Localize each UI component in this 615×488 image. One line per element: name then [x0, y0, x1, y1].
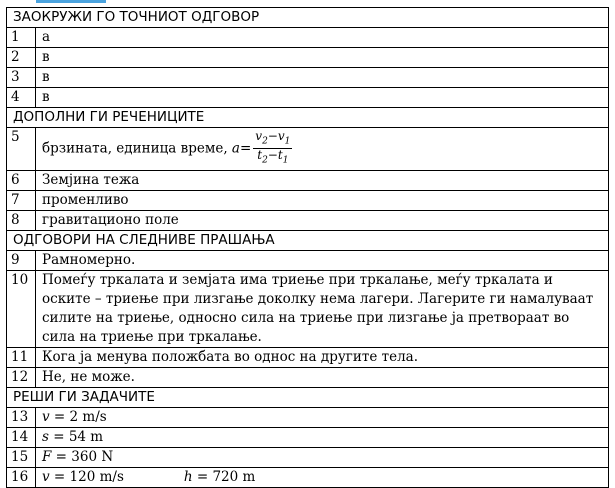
row-answer: променливо [36, 190, 609, 210]
row-answer: Кога ја менува положбата во однос на другите тела. [36, 347, 609, 367]
table-row [7, 427, 609, 447]
table-row [7, 28, 609, 48]
answer-key-table [6, 7, 609, 488]
section-title: РЕШИ ГИ ЗАДАЧИТЕ [7, 387, 609, 407]
table-row [7, 467, 609, 487]
answer-text: брзината, единица време, [42, 140, 228, 157]
table-row [7, 447, 609, 467]
answer-variable: s [42, 428, 49, 445]
row-number: 9 [7, 250, 36, 270]
row-answer: в [36, 48, 609, 68]
answer-value: = 2 m/s [49, 408, 107, 425]
row-answer: в [36, 88, 609, 108]
row-number: 13 [7, 407, 36, 427]
table-row [7, 367, 609, 387]
row-number: 1 [7, 28, 36, 48]
acceleration-fraction [253, 130, 292, 168]
row-number: 4 [7, 88, 36, 108]
row-answer [36, 447, 609, 467]
table-row [7, 48, 609, 68]
fraction-numerator: $v_2-v_1$ [253, 130, 292, 149]
row-number: 16 [7, 467, 36, 487]
formula-variable: a [231, 140, 240, 157]
section-header [7, 8, 609, 28]
blue-accent-line [36, 0, 106, 3]
row-number: 2 [7, 48, 36, 68]
row-answer: в [36, 68, 609, 88]
table-row [7, 347, 609, 367]
answer-variable-2: h [183, 468, 193, 485]
section-header [7, 387, 609, 407]
row-number: 3 [7, 68, 36, 88]
table-row [7, 88, 609, 108]
section-title: ЗАОКРУЖИ ГО ТОЧНИОТ ОДГОВОР [7, 8, 609, 28]
fraction-denominator: $t_2-t_1$ [257, 148, 289, 166]
row-number: 8 [7, 210, 36, 230]
row-answer [36, 467, 609, 487]
table-row [7, 407, 609, 427]
row-number: 5 [7, 128, 36, 171]
answer-variable: F [42, 448, 52, 465]
row-number: 11 [7, 347, 36, 367]
row-answer: Земјина тежа [36, 170, 609, 190]
row-answer: а [36, 28, 609, 48]
table-row [7, 190, 609, 210]
answer-value: = 120 m/s [49, 468, 124, 485]
row-number: 10 [7, 270, 36, 347]
table-row [7, 270, 609, 347]
table-row [7, 210, 609, 230]
answer-value-2: = 720 m [192, 468, 256, 485]
row-answer [36, 427, 609, 447]
row-number: 15 [7, 447, 36, 467]
answer-value: = 360 N [51, 448, 114, 465]
answer-variable: v [42, 468, 50, 485]
row-answer: Помеѓу тркалата и земјата има триење при тркалање, меѓу тркалата и оските – триење при лизгање доколку нема лагери. Лагерите ги намалуваат силите на триење, односно сила на триење при лизгање ја претвораат во сила на триење при тркалање. [36, 270, 609, 347]
answer-variable: v [42, 408, 50, 425]
table-row [7, 170, 609, 190]
row-answer: Рамномерно. [36, 250, 609, 270]
row-answer: Не, не може. [36, 367, 609, 387]
table-row [7, 250, 609, 270]
row-answer [36, 407, 609, 427]
formula-equals: = [239, 140, 252, 157]
section-header [7, 108, 609, 128]
row-number: 6 [7, 170, 36, 190]
section-title: ОДГОВОРИ НА СЛЕДНИВЕ ПРАШАЊА [7, 230, 609, 250]
row-number: 7 [7, 190, 36, 210]
table-row [7, 68, 609, 88]
answer-value: = 54 m [48, 428, 104, 445]
section-header [7, 230, 609, 250]
row-number: 12 [7, 367, 36, 387]
section-title: ДОПОЛНИ ГИ РЕЧЕНИЦИТЕ [7, 108, 609, 128]
row-number: 14 [7, 427, 36, 447]
row-answer [36, 128, 609, 171]
table-row [7, 128, 609, 171]
row-answer: гравитационо поле [36, 210, 609, 230]
